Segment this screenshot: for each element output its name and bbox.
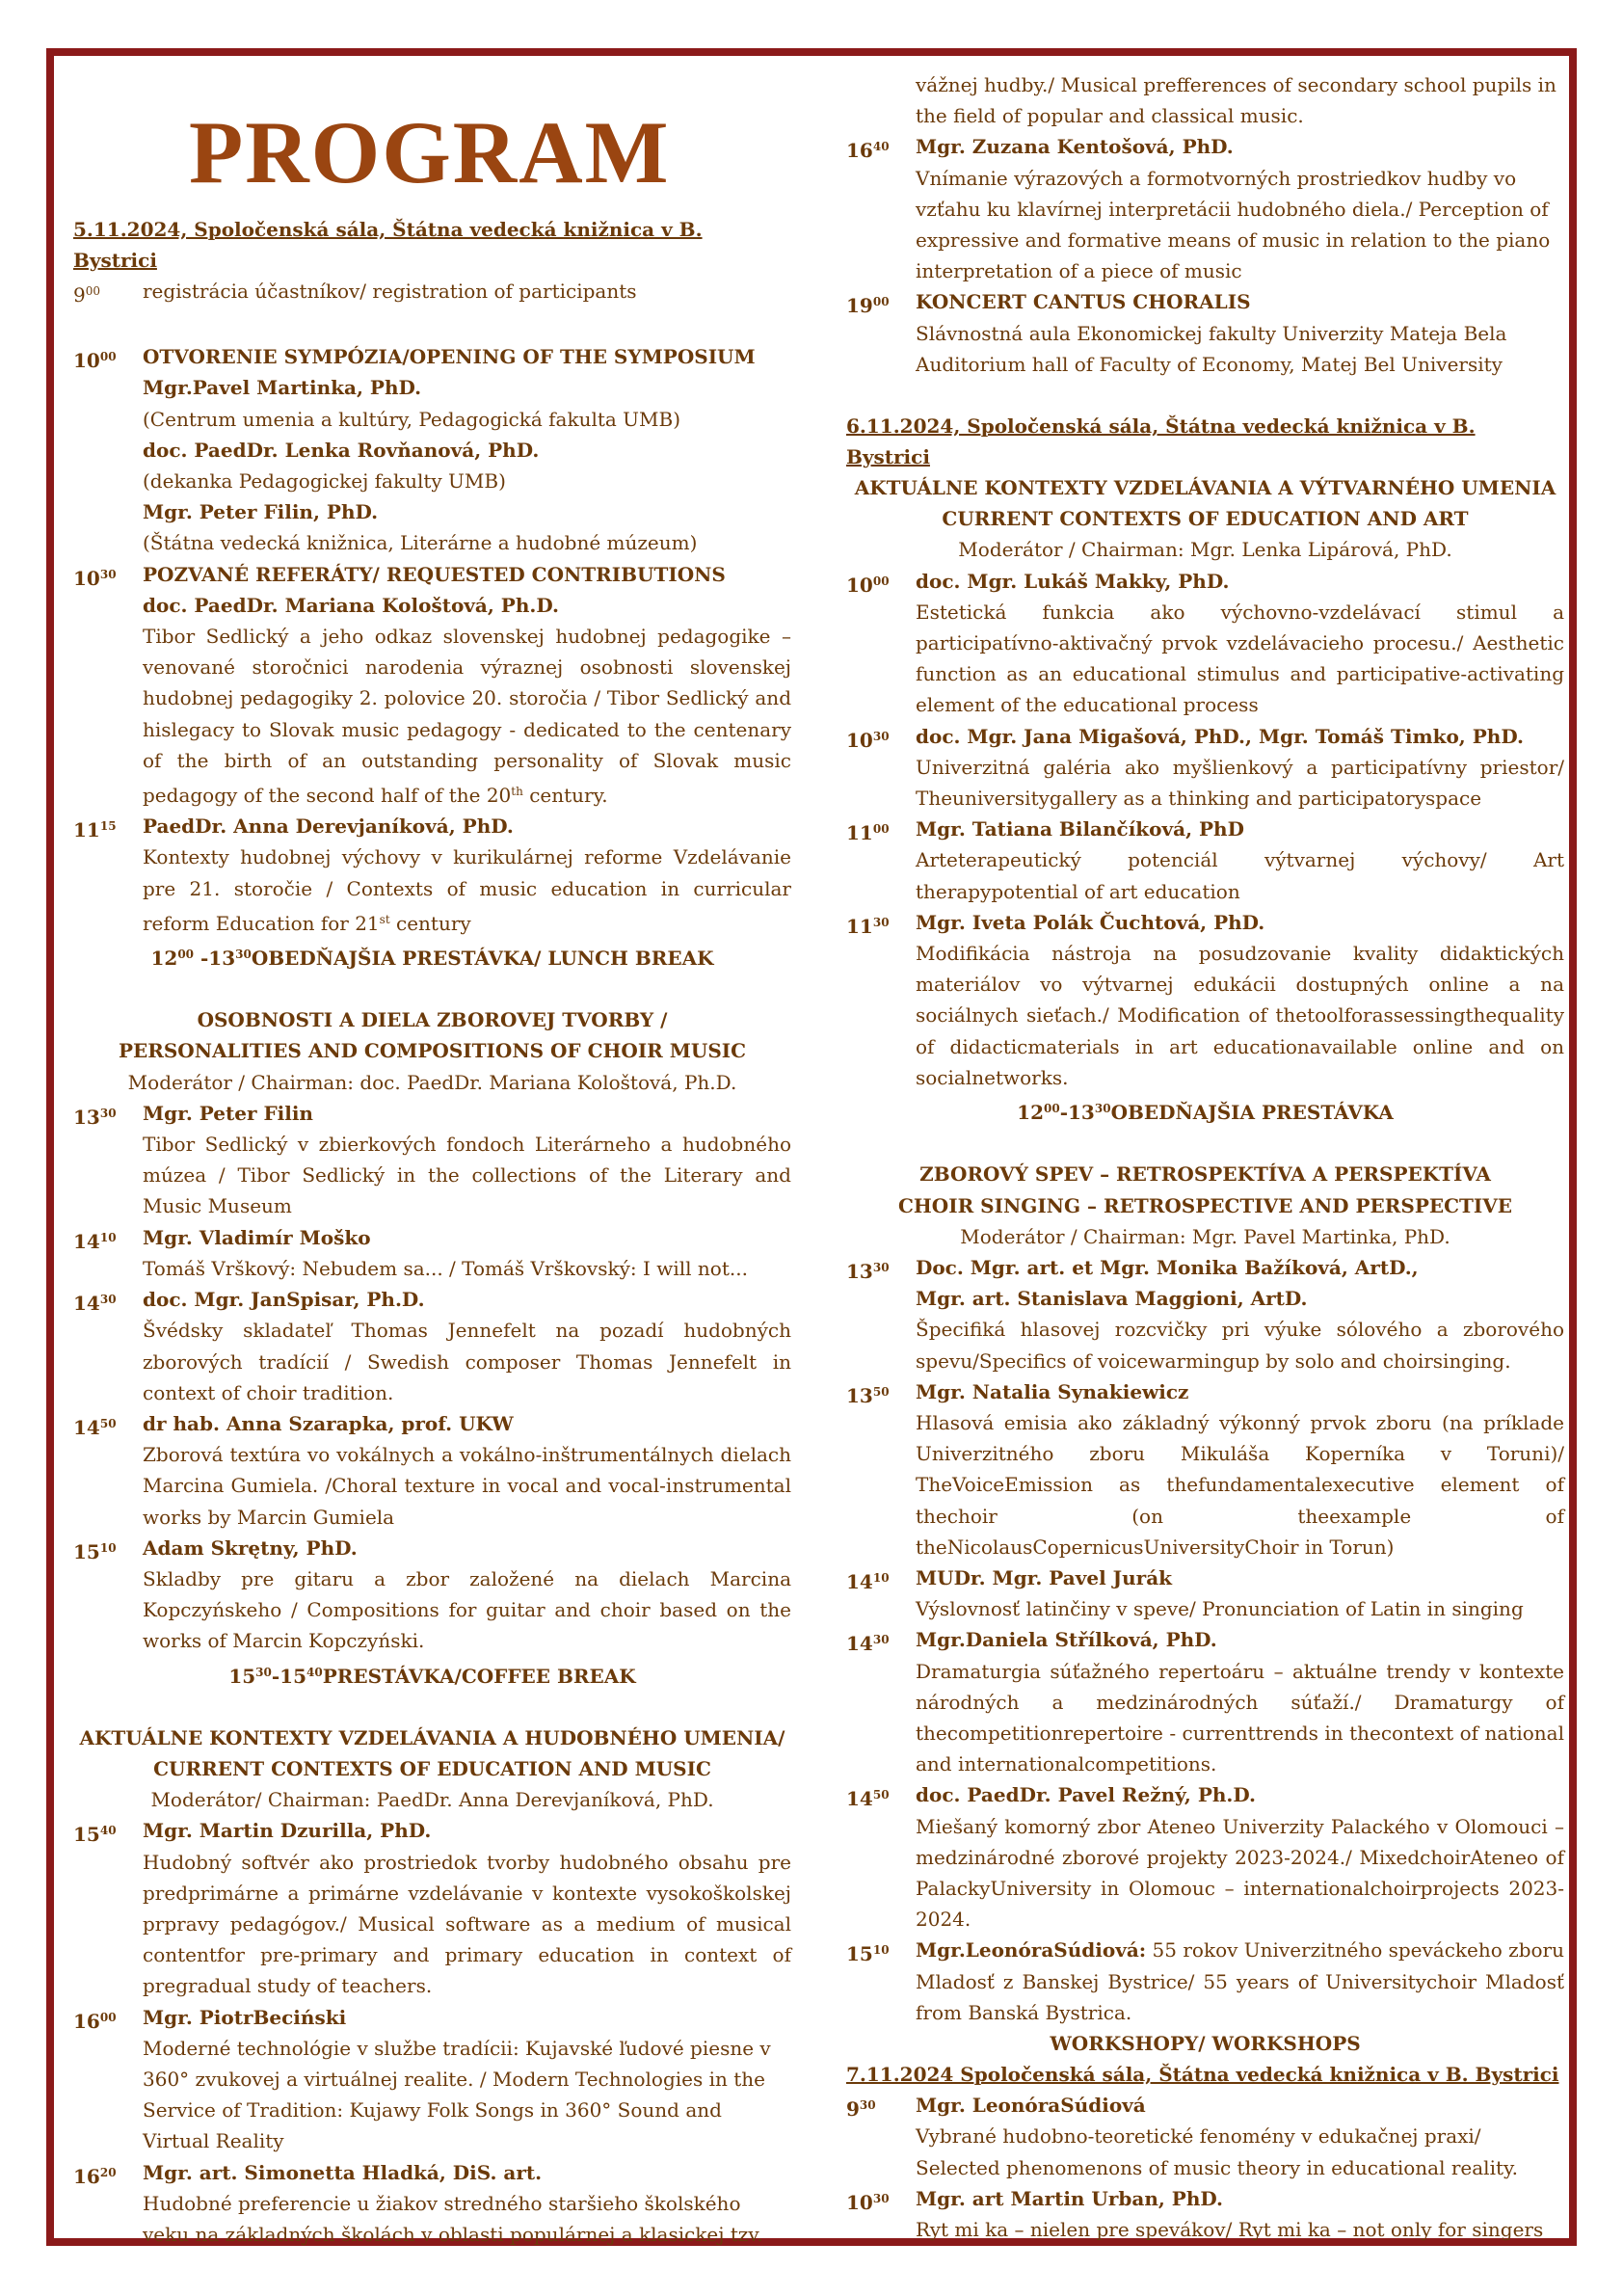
program-item xyxy=(846,131,1564,286)
program-item xyxy=(73,2157,791,2251)
workshops-title: WORKSHOPY/ WORKSHOPS xyxy=(1050,2031,1361,2055)
time: $10^{00}$ xyxy=(73,349,117,373)
section-title: PERSONALITIES AND COMPOSITIONS OF CHOIR MUSIC xyxy=(118,1039,747,1063)
moderator: Moderátor / Chairman: doc. PaedDr. Mariana Kološtová, Ph.D. xyxy=(127,1070,737,1094)
section-title: AKTUÁLNE KONTEXTY VZDELÁVANIA A HUDOBNÉHO UMENIA/ xyxy=(79,1725,785,1749)
right-column xyxy=(846,69,1564,2245)
talk-title: Univerzitná galéria ako myšlienkový a participatívny priestor/ Theuniversitygallery as a thinking and participatoryspace xyxy=(916,755,1564,811)
speaker-name: Mgr. PiotrBeciński xyxy=(143,2005,347,2029)
section-title: ZBOROVÝ SPEV – RETROSPEKTÍVA A PERSPEKTÍVA xyxy=(919,1162,1491,1187)
event-name: KONCERT CANTUS CHORALIS xyxy=(916,290,1251,314)
talk-title: Hudobný softvér ako prostriedok tvorby hudobného obsahu pre predprimárne a primárne vzdelávanie v kontexte vysokoškolskej prpravy pedagógov./ Musical software as a medium of musical contentfor pre-primary and primary education in context of pregradual study of teachers. xyxy=(143,1850,791,1998)
speaker-name: Adam Skrętny, PhD. xyxy=(143,1535,358,1560)
speaker-affiliation: (Centrum umenia a kultúry, Pedagogická fakulta UMB) xyxy=(143,407,681,431)
talk-title: Špecifiká hlasovej rozcvičky pri výuke sólového a zborového spevu/Specifics of voicewarmingup by solo and choirsinging. xyxy=(916,1318,1564,1373)
talk-title: Miešaný komorný zbor Ateneo Univerzity Palackého v Olomouci – medzinárodné zborové projekty 2023-2024./ MixedchoirAteneo of PalackyUniversity in Olomouc – internationalchoirprojects 2023-2024. xyxy=(916,1814,1564,1932)
program-item xyxy=(846,286,1564,380)
program-item xyxy=(73,811,791,939)
program-item xyxy=(846,814,1564,907)
speaker-name: Mgr. Martin Dzurilla, PhD. xyxy=(143,1819,432,1843)
program-item xyxy=(846,907,1564,1093)
time: $14^{10}$ xyxy=(846,1569,890,1593)
section-title: OSOBNOSTI A DIELA ZBOROVEJ TVORBY / xyxy=(197,1008,668,1032)
time: $14^{10}$ xyxy=(73,1229,117,1253)
talk-title: Modifikácia nástroja na posudzovanie kvality didaktických materiálov vo výtvarnej edukácii dostupných online a na sociálnych sieťach./ Modification of thetoolforassessingthequality of didacticmaterials in art educationavailable online and on socialnetworks. xyxy=(916,942,1564,1089)
time: $14^{50}$ xyxy=(73,1415,117,1439)
speaker-name: Mgr.LeonóraSúdiová: xyxy=(916,1938,1147,1962)
time: $13^{50}$ xyxy=(846,1383,890,1407)
time: $13^{30}$ xyxy=(73,1105,117,1129)
program-item xyxy=(846,1624,1564,1779)
talk-title: Tomáš Vrškový: Nebudem sa... / Tomáš Vrškovský: I will not... xyxy=(143,1256,748,1280)
talk-title: Švédsky skladateľ Thomas Jennefelt na pozadí hudobných zborových tradícií / Swedish composer Thomas Jennefelt in context of choir tradition. xyxy=(143,1319,791,1404)
program-item xyxy=(846,1935,1564,2028)
time: $16^{00}$ xyxy=(73,2009,117,2033)
lunch-break: $12^{00}$ $-13^{30}OBEDŇAJŠIA$ PRESTÁVKA/ LUNCH BREAK xyxy=(150,947,714,971)
time: $15^{10}$ xyxy=(846,1942,890,1966)
program-item xyxy=(73,1815,791,2001)
speaker-name: Mgr. art. Simonetta Hladká, DiS. art. xyxy=(143,2160,543,2184)
item-text: registrácia účastníkov/ registration of participants xyxy=(143,280,637,303)
left-column xyxy=(73,73,791,2250)
time: $11^{00}$ xyxy=(846,821,890,845)
time: $10^{00}$ xyxy=(846,573,890,597)
talk-title: Tibor Sedlický a jeho odkaz slovenskej hudobnej pedagogike – venované storočnici narodenia výraznej osobnosti slovenskej hudobnej pedagogiky 2. polovice 20. storočia / Tibor Sedlický and hislegacy to Slovak music pedagogy - dedicated to the centenary of the birth of an outstanding personality of Slovak music pedagogy of the second half of the 20th century. xyxy=(143,625,791,808)
speaker-name: Mgr. art. Stanislava Maggioni, ArtD. xyxy=(916,1287,1308,1311)
talk-title: Mgr.LeonóraSúdiová: 55 rokov Univerzitného speváckeho zboru Mladosť z Banskej Bystrice/ 55 years of Universitychoir Mladosť from Banská Bystrica. xyxy=(916,1938,1564,2024)
time: $14^{30}$ xyxy=(846,1632,890,1656)
program-item xyxy=(73,1284,791,1408)
program-item xyxy=(73,1533,791,1657)
talk-title: Estetická funkcia ako výchovno-vzdelávací stimul a participatívno-aktivačný prvok vzdelávacieho procesu./ Aesthetic function as an educational stimulus and participative-activating element of the educational process xyxy=(916,600,1564,717)
day1-date-line: 5.11.2024, Spoločenská sála, Štátna vedecká knižnica v B. Bystrici xyxy=(73,218,703,272)
speaker-name: doc. Mgr. Lukáš Makky, PhD. xyxy=(916,569,1230,593)
program-item xyxy=(846,1376,1564,1562)
speaker-name: Mgr. LeonóraSúdiová xyxy=(916,2094,1146,2118)
talk-title: Hlasová emisia ako základný výkonný prvok zboru (na príklade Univerzitného zboru Mikuláša Koperníka v Toruni)/ TheVoiceEmission as thefundamentalexecutive element of thechoir (on theexample of theNicolausCopernicusUniversityChoir in Torun) xyxy=(916,1410,1564,1559)
talk-title: Výslovnosť latinčiny v speve/ Pronunciation of Latin in singing xyxy=(916,1597,1524,1621)
talk-title: Vnímanie výrazových a formotvorných prostriedkov hudby vo vzťahu ku klavírnej interpretácii hudobného diela./ Perception of expressive and formative means of music in relation to the piano interpretation of a piece of music xyxy=(916,166,1551,283)
speaker-name: Mgr.Daniela Střílková, PhD. xyxy=(916,1628,1217,1652)
talk-title: Kontexty hudobnej výchovy v kurikulárnej reforme Vzdelávanie pre 21. storočie / Contexts of music education in curricular reform Education for 21st century xyxy=(143,845,791,935)
talk-title-continued: vážnej hudby./ Musical prefferences of secondary school pupils in the field of popular and classical music. xyxy=(916,73,1556,128)
program-item xyxy=(73,559,791,812)
time: $15^{40}$ xyxy=(73,1823,117,1847)
speaker-name: Mgr. Tatiana Bilančíková, PhD xyxy=(916,817,1244,841)
time: $11^{30}$ xyxy=(846,914,890,938)
program-item xyxy=(846,1562,1564,1624)
talk-title: Hudobné preferencie u žiakov stredného staršieho školského veku na základných školách v oblasti populárnej a klasickej tzv. xyxy=(143,2191,763,2246)
speaker-name: Mgr. Natalia Synakiewicz xyxy=(916,1379,1189,1403)
coffee-break: $15^{30}-15^{40}PRESTÁVKA$/COFFEE BREAK xyxy=(228,1664,636,1688)
section-title: AKTUÁLNE KONTEXTY VZDELÁVANIA A VÝTVARNÉHO UMENIA xyxy=(854,476,1556,500)
speaker-name: doc. PaedDr. Pavel Režný, Ph.D. xyxy=(916,1783,1256,1807)
time: $14^{30}$ xyxy=(73,1292,117,1316)
program-item xyxy=(73,1098,791,1222)
moderator: Moderátor / Chairman: Mgr. Pavel Martinka, PhD. xyxy=(960,1224,1450,1248)
program-item-continued xyxy=(846,69,1564,131)
page-title: PROGRAM xyxy=(189,103,671,201)
program-item xyxy=(846,1779,1564,1935)
talk-title: Zborová textúra vo vokálnych a vokálno-inštrumentálnych dielach Marcina Gumiela. /Choral texture in vocal and vocal-instrumental works by Marcin Gumiela xyxy=(143,1443,791,1529)
day2-date-line: 6.11.2024, Spoločenská sála, Štátna vedecká knižnica v B. Bystrici xyxy=(846,414,1476,469)
program-item xyxy=(846,2090,1564,2183)
talk-title: Vybrané hudobno-teoretické fenomény v edukačnej praxi/ Selected phenomenons of music theory in educational reality. xyxy=(916,2124,1519,2179)
page-frame xyxy=(46,48,1577,2246)
time: $16^{40}$ xyxy=(846,139,890,163)
speaker-name: Mgr. Vladimír Moško xyxy=(143,1225,371,1249)
speaker-name: Mgr. Peter Filin, PhD. xyxy=(143,500,379,524)
speaker-name: MUDr. Mgr. Pavel Jurák xyxy=(916,1565,1173,1589)
program-item xyxy=(846,566,1564,721)
time: $16^{20}$ xyxy=(73,2164,117,2188)
speaker-name: doc. Mgr. Jana Migašová, PhD., Mgr. Tomáš Timko, PhD. xyxy=(916,724,1524,748)
time: $9^{00}$ xyxy=(73,283,101,307)
speaker-name: Mgr.Pavel Martinka, PhD. xyxy=(143,376,422,400)
time: $10^{30}$ xyxy=(846,728,890,752)
talk-title: Ryt mi ka – nielen pre spevákov/ Ryt mi ka – not only for singers xyxy=(916,2218,1544,2241)
moderator: Moderátor / Chairman: Mgr. Lenka Lipárová, PhD. xyxy=(958,538,1452,562)
time: $15^{10}$ xyxy=(73,1539,117,1563)
talk-title: Skladby pre gitaru a zbor založené na dielach Marcina Kopczyńskeho / Compositions for guitar and choir based on the works of Marcin Kopczyński. xyxy=(143,1566,791,1653)
time: $10^{30}$ xyxy=(846,2190,890,2214)
time: $19^{00}$ xyxy=(846,294,890,318)
lunch-break: $12^{00}-13^{30}OBEDŇAJŠIA$ PRESTÁVKA xyxy=(1017,1101,1394,1125)
speaker-name: Doc. Mgr. art. et Mgr. Monika Bažíková, ArtD., xyxy=(916,1255,1419,1279)
time: $11^{15}$ xyxy=(73,818,117,842)
time: $9^{30}$ xyxy=(846,2097,876,2122)
time: $13^{30}$ xyxy=(846,1259,890,1283)
talk-title: Dramaturgia súťažného repertoáru – aktuálne trendy v kontexte národných a medzinárodných súťaží./ Dramaturgy of thecompetitionrepertoire - currenttrends in thecontext of national and internationalcompetitions. xyxy=(916,1659,1564,1776)
speaker-name: Mgr. art Martin Urban, PhD. xyxy=(916,2186,1223,2210)
program-item xyxy=(73,1408,791,1533)
speaker-name: Mgr. Iveta Polák Čuchtová, PhD. xyxy=(916,910,1265,934)
program-item xyxy=(846,2183,1564,2245)
item-heading: OTVORENIE SYMPÓZIA/OPENING OF THE SYMPOSIUM xyxy=(143,345,756,369)
speaker-name: Mgr. Peter Filin xyxy=(143,1101,313,1125)
event-venue: Slávnostná aula Ekonomickej fakulty Univerzity Mateja Bela Auditorium hall of Faculty of Economy, Matej Bel University xyxy=(916,321,1507,376)
program-item xyxy=(846,1252,1564,1376)
speaker-name: Mgr. Zuzana Kentošová, PhD. xyxy=(916,135,1234,159)
talk-title: Tibor Sedlický v zbierkových fondoch Literárneho a hudobného múzea / Tibor Sedlický in the collections of the Literary and Music Museum xyxy=(143,1133,791,1218)
program-item xyxy=(73,1222,791,1284)
talk-title: Arteterapeutický potenciál výtvarnej výchovy/ Art therapypotential of art education xyxy=(916,848,1564,903)
talk-title: Moderné technológie v službe tradícii: Kujavské ľudové piesne v 360° zvukovej a virtuálnej realite. / Modern Technologies in the Service of Tradition: Kujawy Folk Songs in 360° Sound and Virtual Reality xyxy=(143,2036,771,2153)
program-item xyxy=(846,721,1564,814)
speaker-name: doc. Mgr. JanSpisar, Ph.D. xyxy=(143,1288,425,1312)
speaker-affiliation: (dekanka Pedagogickej fakulty UMB) xyxy=(143,469,506,494)
speaker-name: PaedDr. Anna Derevjaníková, PhD. xyxy=(143,814,514,839)
speaker-name: doc. PaedDr. Lenka Rovňanová, PhD. xyxy=(143,438,540,462)
program-item xyxy=(73,276,791,310)
time: $14^{50}$ xyxy=(846,1787,890,1811)
day3-date-line: 7.11.2024 Spoločenská sála, Štátna vedecká knižnica v B. Bystrici xyxy=(846,2063,1559,2087)
program-item xyxy=(73,341,791,558)
section-title: CURRENT CONTEXTS OF EDUCATION AND ART xyxy=(942,507,1469,531)
speaker-name: dr hab. Anna Szarapka, prof. UKW xyxy=(143,1411,514,1435)
time: $10^{30}$ xyxy=(73,566,117,590)
section-title: CHOIR SINGING – RETROSPECTIVE AND PERSPECTIVE xyxy=(897,1193,1513,1217)
speaker-name: doc. PaedDr. Mariana Kološtová, Ph.D. xyxy=(143,593,559,617)
section-title: CURRENT CONTEXTS OF EDUCATION AND MUSIC xyxy=(153,1756,711,1780)
program-item xyxy=(73,2002,791,2157)
speaker-affiliation: (Štátna vedecká knižnica, Literárne a hudobné múzeum) xyxy=(143,531,698,555)
moderator: Moderátor/ Chairman: PaedDr. Anna Derevjaníková, PhD. xyxy=(150,1788,714,1812)
item-heading: POZVANÉ REFERÁTY/ REQUESTED CONTRIBUTIONS xyxy=(143,562,726,586)
